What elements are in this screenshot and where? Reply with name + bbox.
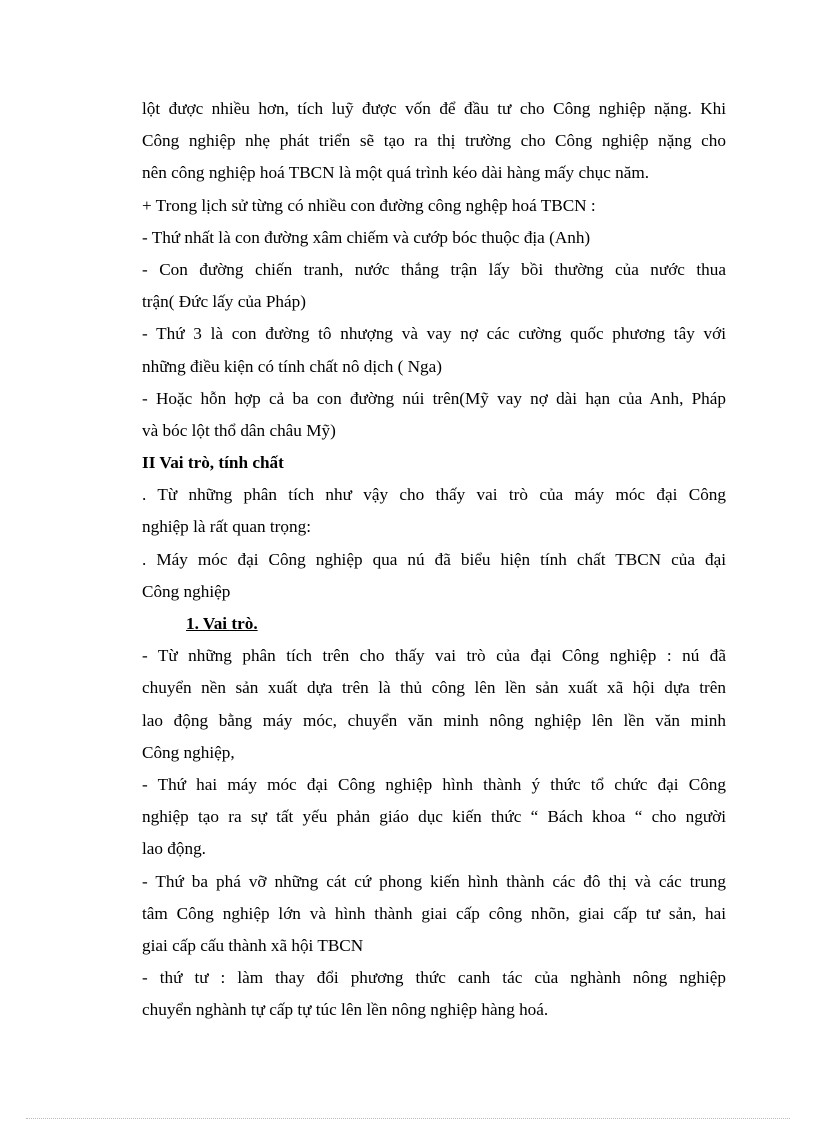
text-line: . Máy móc đại Công nghiệp qua nú đã biểu hiện tính chất TBCN của đại [142,549,726,569]
text-line: . Từ những phân tích như vậy cho thấy vai trò của máy móc đại Công [142,485,726,505]
text-line: lao động bằng máy móc, chuyển văn minh nông nghiệp lên lền văn minh [142,710,726,730]
subsection-heading: 1. Vai trò. [186,614,258,633]
text-line: chuyển nghành tự cấp tự túc lên lền nông nghiệp hàng hoá. [142,1000,549,1020]
document-page [142,93,726,1026]
text-line: những điều kiện có tính chất nô dịch ( Nga) [142,356,442,376]
text-line: tâm Công nghiệp lớn và hình thành giai cấp công nhõn, giai cấp tư sản, hai [142,903,726,923]
text-line: giai cấp cấu thành xã hội TBCN [142,935,364,955]
text-line: Công nghiệp nhẹ phát triển sẽ tạo ra thị trường cho Công nghiệp nặng cho [142,131,726,151]
text-line: - Thứ ba phá vỡ những cát cứ phong kiến hình thành các đô thị và các trung [142,871,726,891]
text-line: lao động. [142,839,206,859]
section-heading: II Vai trò, tính chất [142,453,284,473]
text-line: - Con đường chiến tranh, nước thắng trận lấy bồi thường của nước thua [142,259,726,279]
text-line: - Thứ 3 là con đường tô nhượng và vay nợ các cường quốc phương tây với [142,324,726,344]
text-line: - Từ những phân tích trên cho thấy vai trò của đại Công nghiệp : nú đã [142,646,726,666]
text-line: Công nghiệp [142,581,231,601]
text-line: trận( Đức lấy của Pháp) [142,292,306,312]
page-bottom-rule [26,1118,790,1119]
text-line: - Hoặc hỗn hợp cả ba con đường núi trên(Mỹ vay nợ dài hạn của Anh, Pháp [142,388,726,408]
text-line: nghiệp tạo ra sự tất yếu phản giáo dục kiến thức “ Bách khoa “ cho người [142,807,726,827]
text-line: - Thứ hai máy móc đại Công nghiệp hình thành ý thức tổ chức đại Công [142,774,726,794]
text-line: lột được nhiều hơn, tích luỹ được vốn để đầu tư cho Công nghiệp nặng. Khi [142,99,726,118]
text-line: + Trong lịch sử từng có nhiều con đường công nghệp hoá TBCN : [142,195,596,215]
text-line: nghiệp là rất quan trọng: [142,517,311,537]
text-line: Công nghiệp, [142,742,235,762]
text-line: chuyển nền sản xuất dựa trên là thủ công lên lền sản xuất xã hội dựa trên [142,678,726,698]
text-line: - Thứ nhất là con đường xâm chiếm và cướp bóc thuộc địa (Anh) [142,227,591,247]
text-line: nên công nghiệp hoá TBCN là một quá trình kéo dài hàng mấy chục năm. [142,163,650,183]
text-line: và bóc lột thổ dân châu Mỹ) [142,420,336,440]
text-line: - thứ tư : làm thay đổi phương thức canh tác của nghành nông nghiệp [142,968,726,988]
